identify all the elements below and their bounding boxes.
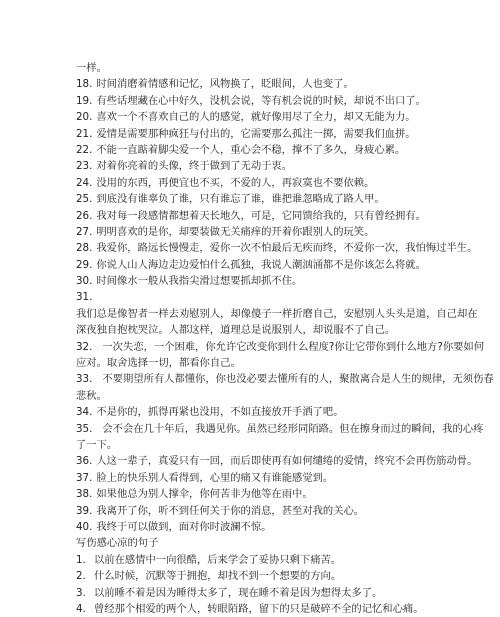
line-text: 了一下。 [76, 438, 118, 451]
line-text: 没用的东西，再便宜也不买，不爱的人，再寂寞也不要依赖。 [96, 176, 375, 189]
line-number: 3. [76, 586, 86, 599]
line-number: 27. [76, 225, 93, 238]
text-line [0, 552, 500, 568]
line-text: 深夜独自抱枕哭泣。人都这样，道理总是说服别人，却说服不了自己。 [76, 324, 396, 337]
line-number: 40. [76, 520, 93, 533]
text-line [0, 289, 500, 305]
line-text: 以前睡不着是因为睡得太多了，现在睡不着是因为想得太多了。 [94, 586, 383, 599]
line-number: 30. [76, 275, 93, 288]
text-line [0, 240, 500, 256]
text-line [0, 339, 500, 355]
line-text: 我爱你，路远长慢慢走，爱你一次不怕最后无疾而终，不爱你一次，我怕悔过半生。 [96, 242, 478, 255]
text-line [0, 142, 500, 158]
text-line [0, 224, 500, 240]
text-line [0, 404, 500, 420]
line-text: 我终于可以做到，面对你时波澜不惊。 [96, 520, 272, 533]
line-text: 写伤感心凉的句子 [76, 537, 159, 550]
line-text: 喜欢一个不喜欢自己的人的感觉，就好像用尽了全力，却又无能为力。 [96, 111, 416, 124]
text-line [0, 568, 500, 584]
text-line [0, 486, 500, 502]
line-text: 到底没有谁辜负了谁，只有谁忘了谁，谁把谁忽略成了路人甲。 [96, 193, 385, 206]
line-text: 如果他总为别人撑伞，你何苦非为他等在雨中。 [96, 488, 313, 501]
line-text: 人这一辈子，真爱只有一回，而后即使再有如何缱绻的爱情，终究不会再伤筋动骨。 [96, 455, 478, 468]
line-number: 37. [76, 471, 93, 484]
text-line [0, 191, 500, 207]
text-line [0, 421, 500, 437]
text-line [0, 503, 500, 519]
line-text: 不能一直踮着脚尖爱一个人，重心会不稳，撑不了多久，身疲心累。 [96, 143, 406, 156]
text-line [0, 208, 500, 224]
line-number: 2. [76, 570, 86, 583]
line-number: 23. [76, 160, 93, 173]
line-text: 时间像水一般从我指尖滑过想要抓却抓不住。 [96, 275, 303, 288]
line-number: 35. [76, 422, 93, 435]
line-text: 什么时候，沉默等于拥抱，却找不到一个想要的方向。 [94, 570, 342, 583]
line-text: 我离开了你，听不到任何关于你的消息，甚至对我的关心。 [96, 504, 365, 517]
line-number: 29. [76, 258, 93, 271]
text-line [0, 109, 500, 125]
text-line [0, 306, 500, 322]
line-text: 对着你亮着的头像，终于做到了无动于衷。 [96, 160, 293, 173]
text-line [0, 158, 500, 174]
text-line [0, 371, 500, 387]
text-line [0, 175, 500, 191]
line-number: 21. [76, 127, 93, 140]
line-text: 有些话埋藏在心中好久，没机会说，等有机会说的时候，却说不出口了。 [96, 94, 426, 107]
text-line [0, 470, 500, 486]
line-text: 爱情是需要那种疯狂与付出的，它需要那么孤注一掷，需要我们血拼。 [96, 127, 416, 140]
line-number: 33. [76, 373, 93, 386]
line-text: 不要期望所有人都懂你，你也没必要去懂所有的人，聚散离合是人生的规律，无须伤春 [102, 373, 494, 386]
line-text: 应对。取舍选择一切，都看你自己。 [76, 357, 241, 370]
line-number: 24. [76, 176, 93, 189]
line-number: 19. [76, 94, 93, 107]
text-line [0, 437, 500, 453]
line-number: 22. [76, 143, 93, 156]
line-number: 18. [76, 78, 93, 91]
line-text: 一次失恋，一个困难，你允许它改变你到什么程度?你让它带你到什么地方?你要如何 [102, 340, 485, 353]
text-line [0, 257, 500, 273]
line-number: 32. [76, 340, 93, 353]
text-line [0, 93, 500, 109]
line-number: 4. [76, 602, 86, 615]
line-number: 31. [76, 291, 93, 304]
text-line [0, 453, 500, 469]
line-text: 会不会在几十年后，我遇见你。虽然已经形同陌路。但在擦身而过的瞬间，我的心疼 [102, 422, 484, 435]
line-text: 脸上的快乐别人看得到，心里的痛又有谁能感觉到。 [96, 471, 334, 484]
line-number: 28. [76, 242, 93, 255]
line-number: 39. [76, 504, 93, 517]
text-line [0, 355, 500, 371]
text-line [0, 388, 500, 404]
text-line [0, 273, 500, 289]
line-text: 你说人山人海边走边爱怕什么孤独，我说人潮汹涌都不是你该怎么将就。 [96, 258, 426, 271]
line-text: 曾经那个相爱的两个人，转眼陌路，留下的只是破碎不全的记忆和心痛。 [94, 602, 424, 615]
line-text: 不是你的，抓得再紧也没用，不如直接放开手洒了吧。 [96, 406, 344, 419]
line-text: 以前在感情中一向很酷，后来学会了妥协只剩下痛苦。 [94, 553, 342, 566]
line-text: 时间消磨着情感和记忆，风物换了，眨眼间，人也变了。 [96, 78, 354, 91]
text-line [0, 126, 500, 142]
line-number: 1. [76, 553, 86, 566]
line-number: 38. [76, 488, 93, 501]
line-text: 一样。 [76, 62, 107, 74]
line-number: 36. [76, 455, 93, 468]
line-number: 34. [76, 406, 93, 419]
text-line [0, 519, 500, 535]
line-number: 26. [76, 209, 93, 222]
text-line [0, 585, 500, 601]
line-text: 悲秋。 [76, 389, 107, 402]
text-body [0, 60, 500, 615]
text-line [0, 601, 500, 615]
line-text: 我对每一段感情都想着天长地久，可是，它同馈给我的，只有曾经拥有。 [96, 209, 426, 222]
text-line [0, 535, 500, 551]
text-line [0, 60, 500, 76]
text-line [0, 322, 500, 338]
line-text: 明明喜欢的是你，却要装做无关痛痒的开着你跟别人的玩笑。 [96, 225, 375, 238]
line-number: 20. [76, 111, 93, 124]
line-text: 我们总是像智者一样去劝慰别人，却像傻子一样折磨自己，安慰别人头头是道，自己却在 [76, 307, 478, 320]
line-number: 25. [76, 193, 93, 206]
text-line [0, 76, 500, 92]
